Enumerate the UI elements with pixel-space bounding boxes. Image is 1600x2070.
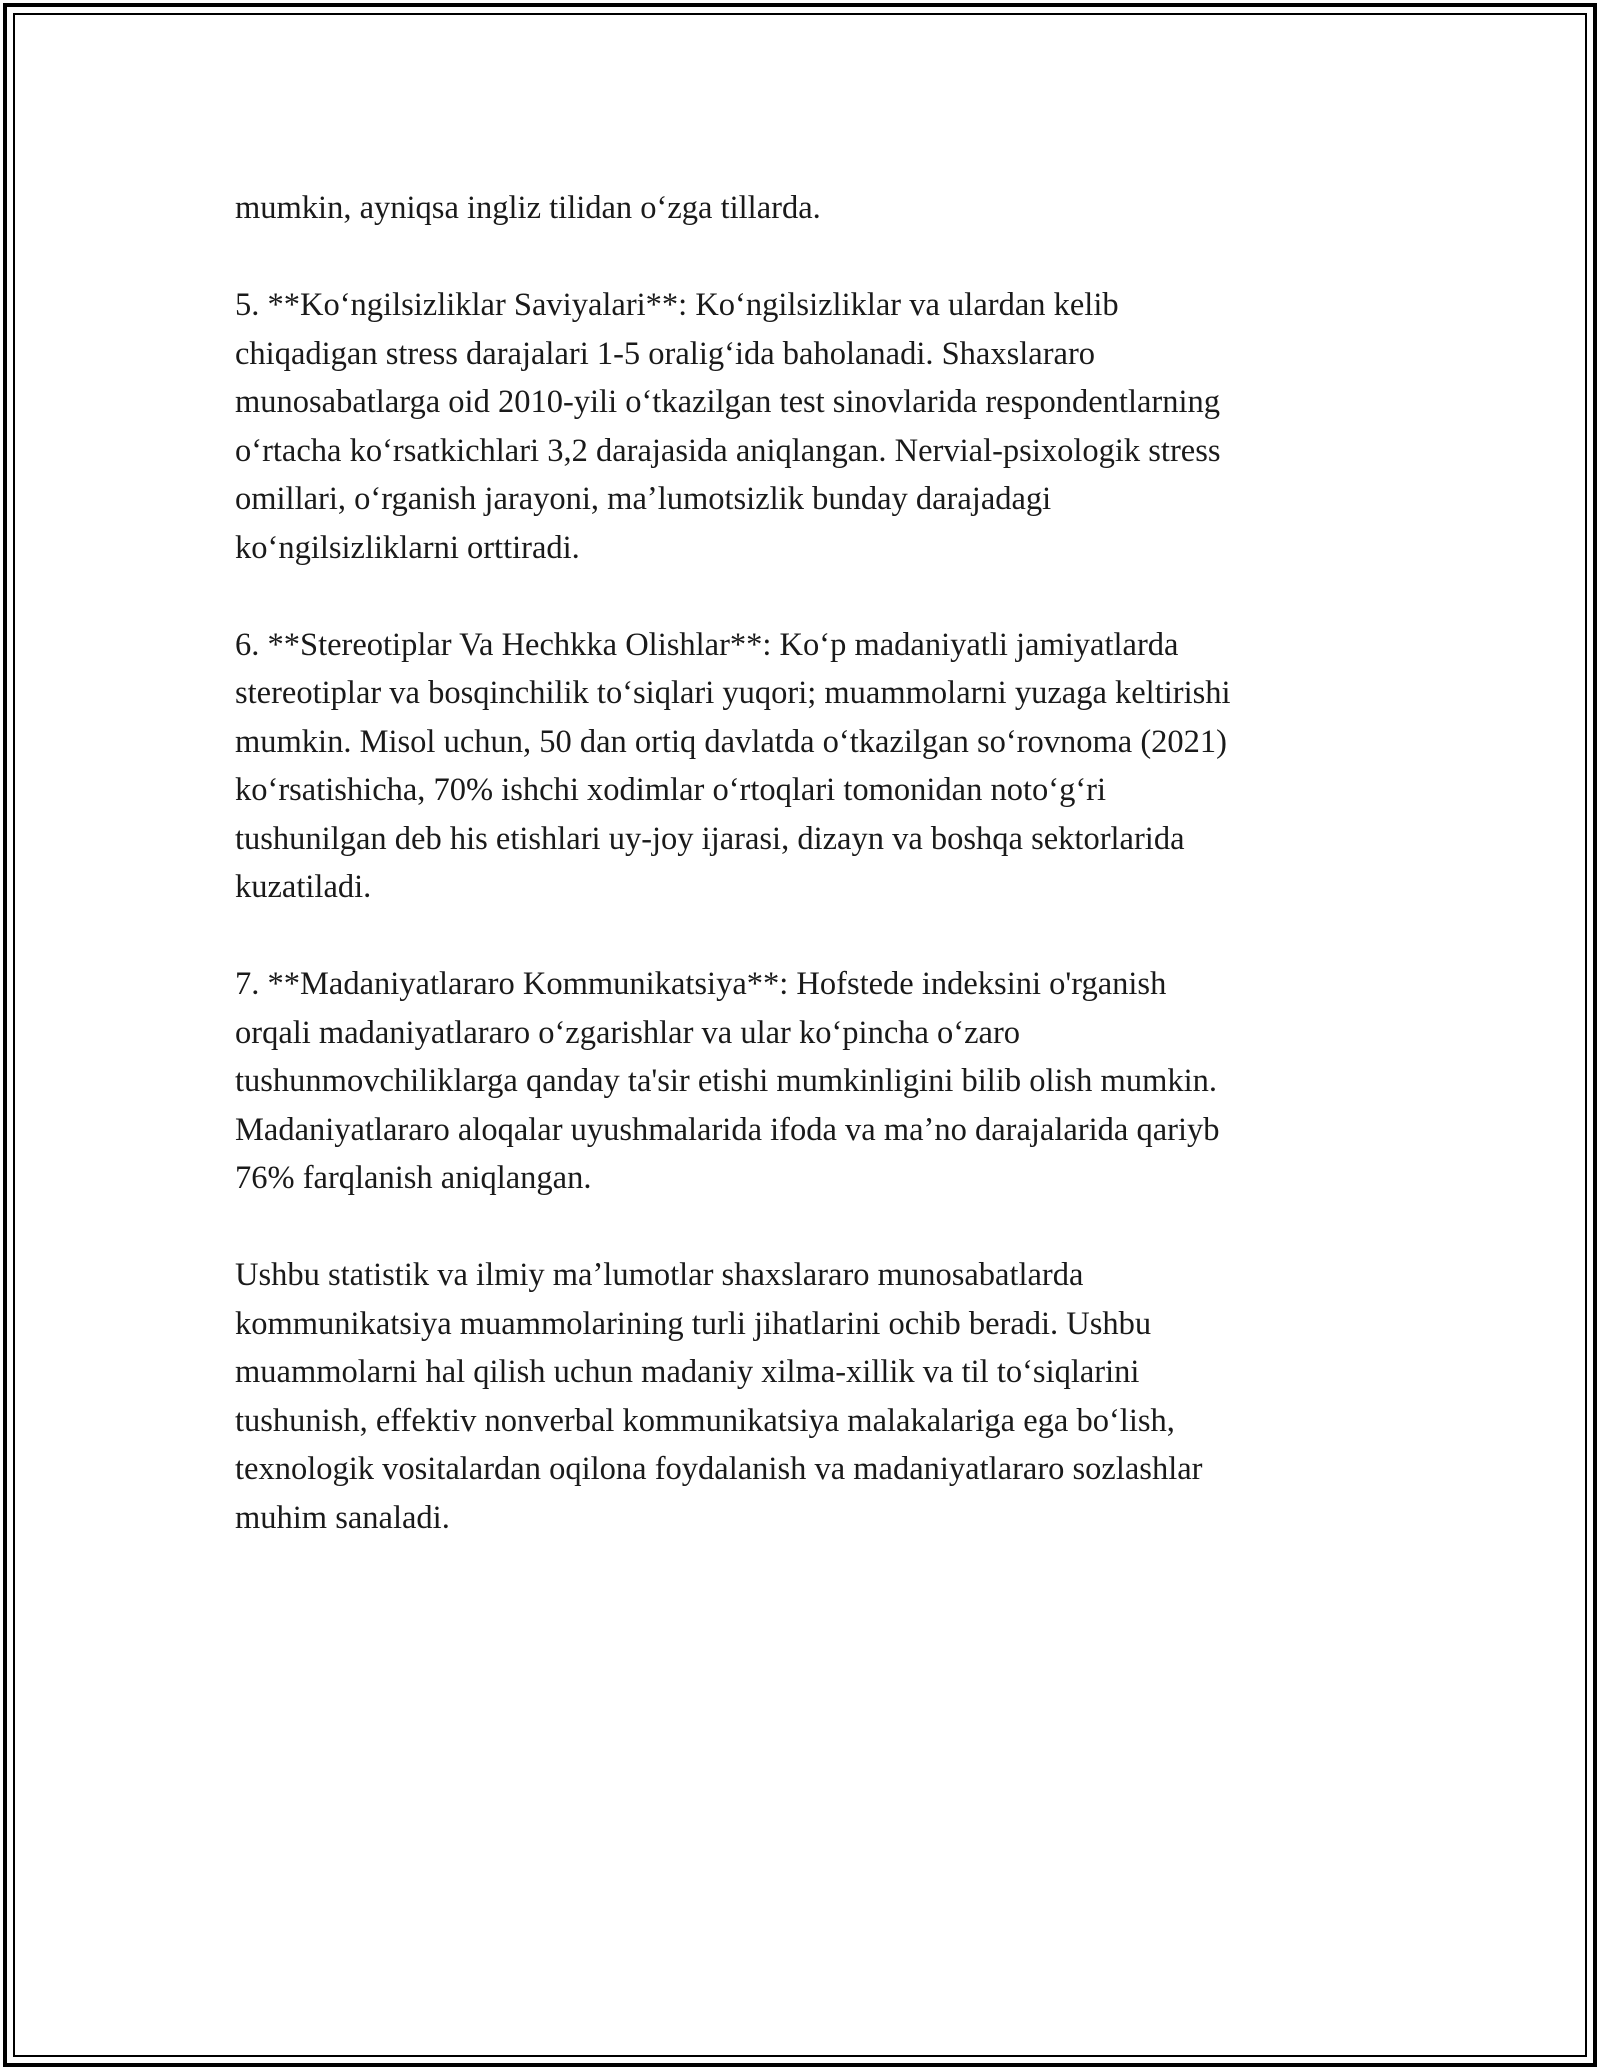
paragraph-continuation: mumkin, ayniqsa ingliz tilidan oʻzga tillarda. [235, 190, 821, 226]
paragraph-item-6: 6. **Stereotiplar Va Hechkka Olishlar**: Koʻp madaniyatli jamiyatlarda stereotiplar va bosqinchilik toʻsiqlari yuqori; muammolarni yuzaga keltirishi mumkin. Misol uchun, 50 dan ortiq davlatda oʻtkazilgan soʻrovnoma (2021) koʻrsatishicha, 70% ishchi xodimlar oʻrtoqlari tomonidan notoʻgʻri tushunilgan deb his etishlari uy-joy ijarasi, dizayn va boshqa sektorlarida kuzatiladi. [235, 626, 1231, 905]
paragraph-item-5: 5. **Koʻngilsizliklar Saviyalari**: Koʻngilsizliklar va ulardan kelib chiqadigan stress darajalari 1-5 oraligʻida baholanadi. Shaxslararo munosabatlarga oid 2010-yili oʻtkazilgan test sinovlarida respondentlarning oʻrtacha koʻrsatkichlari 3,2 darajasida aniqlangan. Nervial-psixologik stress omillari, oʻrganish jarayoni, maʼlumotsizlik bunday darajadagi koʻngilsizliklarni orttiradi. [235, 287, 1221, 566]
document-body [235, 184, 1385, 1591]
paragraph-conclusion: Ushbu statistik va ilmiy maʼlumotlar shaxslararo munosabatlarda kommunikatsiya muammolarining turli jihatlarini ochib beradi. Ushbu muammolarni hal qilish uchun madaniy xilma-xillik va til toʻsiqlarini tushunish, effektiv nonverbal kommunikatsiya malakalariga ega boʻlish, texnologik vositalardan oqilona foydalanish va madaniyatlararo sozlashlar muhim sanaladi. [235, 1257, 1203, 1536]
paragraph-item-7: 7. **Madaniyatlararo Kommunikatsiya**: Hofstede indeksini o'rganish orqali madaniyatlararo oʻzgarishlar va ular koʻpincha oʻzaro tushunmovchiliklarga qanday ta'sir etishi mumkinligini bilib olish mumkin. Madaniyatlararo aloqalar uyushmalarida ifoda va maʼno darajalarida qariyb 76% farqlanish aniqlangan. [235, 966, 1220, 1196]
